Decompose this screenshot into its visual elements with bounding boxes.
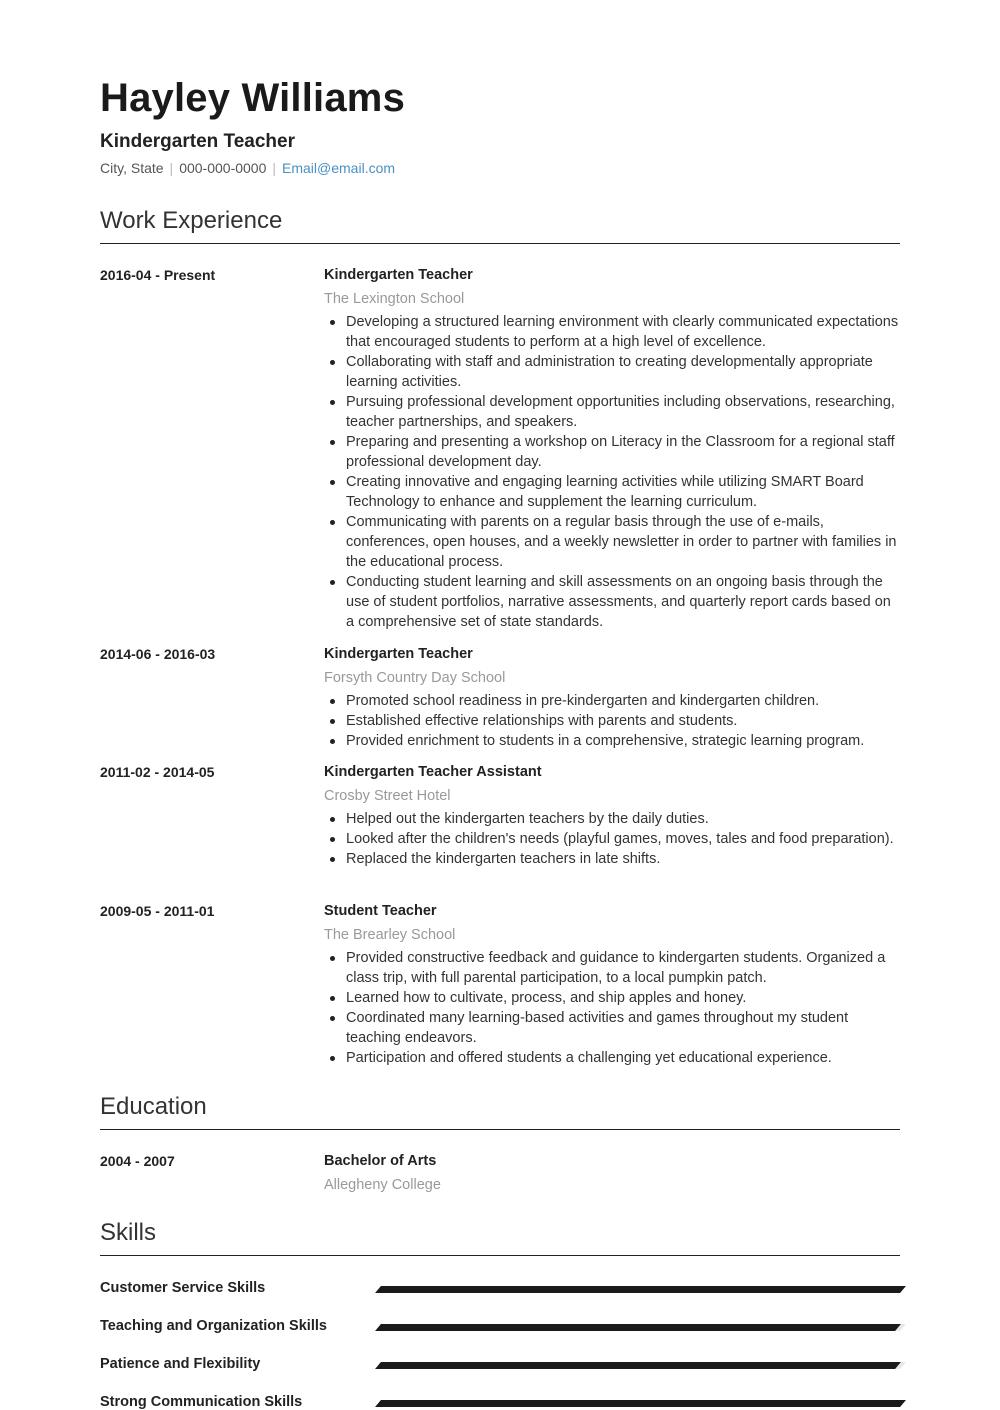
entry-organization: The Brearley School xyxy=(324,927,456,943)
skill-level-fill xyxy=(375,1400,906,1407)
contact-location: City, State xyxy=(100,160,164,176)
skill-label: Patience and Flexibility xyxy=(100,1356,261,1372)
contact-line xyxy=(100,160,395,176)
work-experience-section xyxy=(100,203,900,244)
entry-bullet: Provided constructive feedback and guidance to kindergarten students. Organized a class trip, with full parental participation, to a local pumpkin patch. xyxy=(324,948,900,988)
skill-level-fill xyxy=(375,1362,901,1369)
entry-bullet: Collaborating with staff and administration to creating developmentally appropriate learning activities. xyxy=(324,352,900,392)
skill-row xyxy=(100,1354,905,1376)
entry-dates: 2016-04 - Present xyxy=(100,267,216,283)
candidate-name: Hayley Williams xyxy=(100,76,406,120)
section-title-skills: Skills xyxy=(100,1219,157,1246)
skill-level-bar xyxy=(375,1362,906,1369)
skill-level-bar xyxy=(375,1324,906,1331)
skill-row xyxy=(100,1392,905,1410)
entry-role: Student Teacher xyxy=(324,903,437,919)
entry-bullet-list xyxy=(324,809,900,869)
entry-organization: The Lexington School xyxy=(324,291,465,307)
section-title-work: Work Experience xyxy=(100,207,283,234)
skill-level-fill xyxy=(375,1324,901,1331)
skill-row xyxy=(100,1316,905,1338)
entry-bullet-list xyxy=(324,691,900,751)
entry-dates: 2014-06 - 2016-03 xyxy=(100,646,216,662)
entry-bullet: Communicating with parents on a regular basis through the use of e-mails, conferences, open houses, and a weekly newsletter in order to partner with families in the educational process. xyxy=(324,512,900,572)
skill-label: Teaching and Organization Skills xyxy=(100,1318,327,1334)
section-title-education: Education xyxy=(100,1093,207,1120)
entry-bullet: Preparing and presenting a workshop on Literacy in the Classroom for a regional staff professional development day. xyxy=(324,432,900,472)
entry-bullet: Established effective relationships with parents and students. xyxy=(324,711,900,731)
section-divider xyxy=(100,1255,900,1256)
entry-bullet: Learned how to cultivate, process, and ship apples and honey. xyxy=(324,988,900,1008)
entry-bullet: Creating innovative and engaging learning activities while utilizing SMART Board Technology to enhance and supplement the learning curriculum. xyxy=(324,472,900,512)
entry-role: Kindergarten Teacher xyxy=(324,646,473,662)
entry-bullet: Looked after the children's needs (playful games, moves, tales and food preparation). xyxy=(324,829,900,849)
education-section xyxy=(100,1089,900,1130)
entry-school: Allegheny College xyxy=(324,1177,441,1193)
contact-phone: 000-000-0000 xyxy=(179,160,267,176)
skill-label: Customer Service Skills xyxy=(100,1280,266,1296)
entry-organization: Forsyth Country Day School xyxy=(324,670,506,686)
entry-dates: 2009-05 - 2011-01 xyxy=(100,903,215,919)
entry-bullet: Conducting student learning and skill assessments on an ongoing basis through the use of student portfolios, narrative assessments, and quarterly report cards based on a comprehensive set of state standards. xyxy=(324,572,900,632)
section-divider xyxy=(100,243,900,244)
entry-organization: Crosby Street Hotel xyxy=(324,788,451,804)
section-divider xyxy=(100,1129,900,1130)
skill-level-bar xyxy=(375,1400,906,1407)
entry-bullet: Developing a structured learning environment with clearly communicated expectations that encouraged students to perform at a high level of excellence. xyxy=(324,312,900,352)
entry-degree: Bachelor of Arts xyxy=(324,1153,437,1169)
skill-level-fill xyxy=(375,1286,906,1293)
entry-role: Kindergarten Teacher Assistant xyxy=(324,764,542,780)
entry-bullet: Helped out the kindergarten teachers by the daily duties. xyxy=(324,809,900,829)
skill-label: Strong Communication Skills xyxy=(100,1394,303,1410)
entry-bullet: Coordinated many learning-based activities and games throughout my student teaching endeavors. xyxy=(324,1008,900,1048)
entry-role: Kindergarten Teacher xyxy=(324,267,473,283)
entry-bullet-list xyxy=(324,948,900,1068)
entry-bullet: Pursuing professional development opportunities including observations, researching, teacher partnerships, and speakers. xyxy=(324,392,900,432)
entry-dates: 2011-02 - 2014-05 xyxy=(100,764,215,780)
skill-row xyxy=(100,1278,905,1300)
skill-level-bar xyxy=(375,1286,906,1293)
entry-bullet: Promoted school readiness in pre-kindergarten and kindergarten children. xyxy=(324,691,900,711)
skills-section xyxy=(100,1215,900,1256)
entry-bullet: Provided enrichment to students in a comprehensive, strategic learning program. xyxy=(324,731,900,751)
contact-separator: | xyxy=(169,160,174,176)
entry-dates: 2004 - 2007 xyxy=(100,1153,175,1169)
candidate-headline: Kindergarten Teacher xyxy=(100,131,295,152)
contact-separator: | xyxy=(272,160,277,176)
entry-bullet: Participation and offered students a challenging yet educational experience. xyxy=(324,1048,900,1068)
entry-bullet: Replaced the kindergarten teachers in late shifts. xyxy=(324,849,900,869)
contact-email-link[interactable]: Email@email.com xyxy=(282,160,396,176)
entry-bullet-list xyxy=(324,312,900,632)
